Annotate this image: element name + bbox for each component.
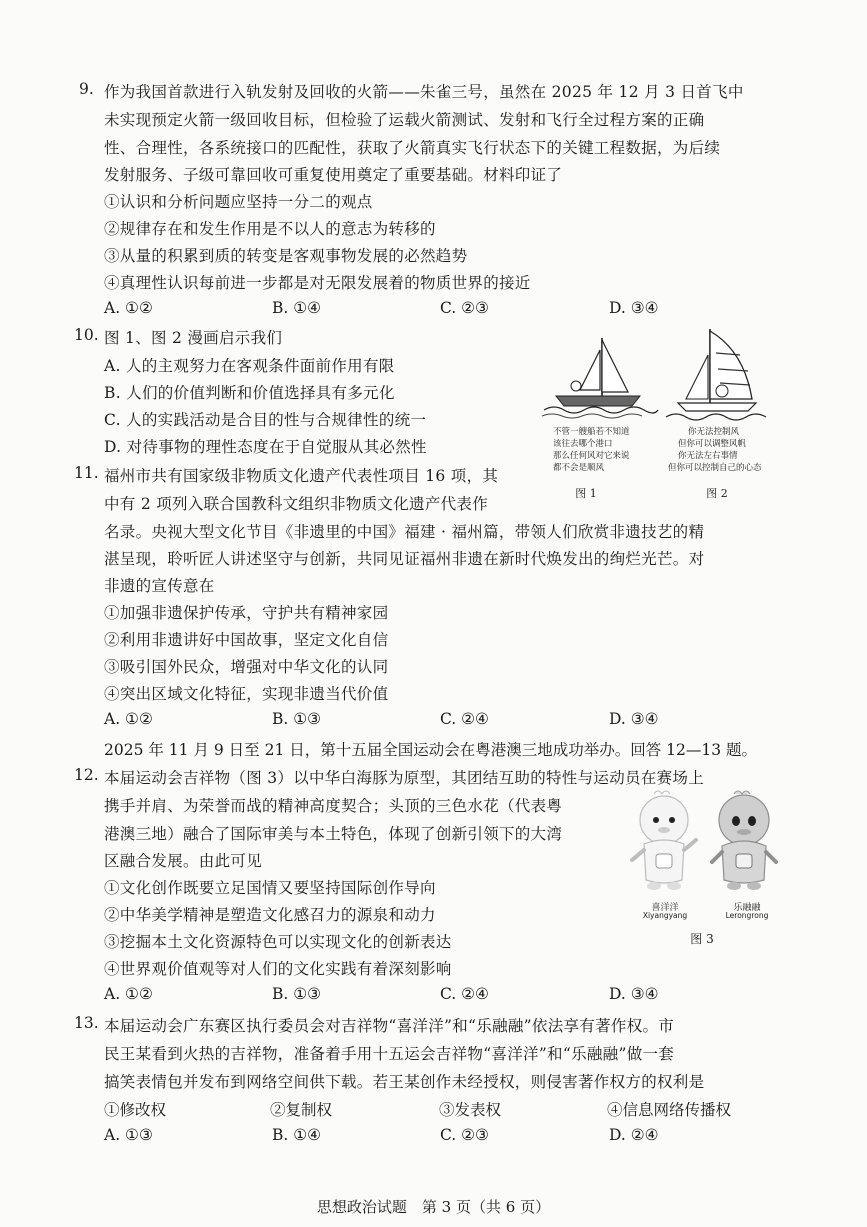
q11-number: 11. <box>74 464 99 482</box>
q9-stem-line: 未实现预定火箭一级回收目标，但检验了运载火箭测试、发射和飞行全过程方案的正确 <box>104 111 705 129</box>
q13-stem-line: 民王某看到火热的吉祥物，准备着手用十五运会吉祥物“喜洋洋”和“乐融融”做一套 <box>104 1045 675 1063</box>
q11-statement: ①加强非遗保护传承，守护共有精神家园 <box>104 604 389 622</box>
q13-option-d[interactable]: D. ②④ <box>609 1126 659 1144</box>
q11-option-b[interactable]: B. ①③ <box>272 710 322 728</box>
q9-option-a[interactable]: A. ①② <box>104 299 153 317</box>
page-footer: 思想政治试题 第 3 页（共 6 页） <box>316 1198 551 1216</box>
q12-statement: ③挖掘本土文化资源特色可以实现文化的创新表达 <box>104 933 452 951</box>
q9-stem-line: 发射服务、子级可靠回收可重复使用奠定了重要基础。材料印证了 <box>104 166 563 184</box>
figure3-caption: 图 3 <box>690 932 714 946</box>
q11-stem-line: 福州市共有国家级非物质文化遗产代表性项目 16 项，其 <box>104 467 499 485</box>
q12-option-c[interactable]: C. ②④ <box>440 985 489 1003</box>
q13-right: ②复制权 <box>270 1101 333 1119</box>
q12-option-a[interactable]: A. ①② <box>104 985 153 1003</box>
q12-stem-line: 区融合发展。由此可见 <box>104 852 263 870</box>
q9-statement: ④真理性认识每前进一步都是对无限发展着的物质世界的接近 <box>104 274 531 292</box>
figure2-caption: 图 2 <box>706 487 728 500</box>
q11-stem-line: 中有 2 项列入联合国教科文组织非物质文化遗产代表作 <box>104 495 489 513</box>
q9-option-d[interactable]: D. ③④ <box>609 299 659 317</box>
figure1-caption: 图 1 <box>575 487 597 500</box>
q10-option-c[interactable]: C. 人的实践活动是合目的性与合规律性的统一 <box>104 411 427 429</box>
q9-number: 9. <box>79 80 94 98</box>
q11-statement: ②利用非遗讲好中国故事，坚定文化自信 <box>104 631 389 649</box>
q11-option-a[interactable]: A. ①② <box>104 710 153 728</box>
q12-option-d[interactable]: D. ③④ <box>609 985 659 1003</box>
q13-option-a[interactable]: A. ①③ <box>104 1126 153 1144</box>
q13-number: 13. <box>74 1014 99 1032</box>
q11-statement: ③吸引国外民众，增强对中华文化的认同 <box>104 658 389 676</box>
q13-stem-line: 本届运动会广东赛区执行委员会对吉祥物“喜洋洋”和“乐融融”依法享有著作权。市 <box>104 1017 675 1035</box>
q10-option-a[interactable]: A. 人的主观努力在客观条件面前作用有限 <box>104 357 395 375</box>
q12-statement: ②中华美学精神是塑造文化感召力的源泉和动力 <box>104 906 436 924</box>
q11-statement: ④突出区域文化特征，实现非遗当代价值 <box>104 685 389 703</box>
q11-option-d[interactable]: D. ③④ <box>609 710 659 728</box>
q12-number: 12. <box>74 766 99 784</box>
mascot1-name-cn: 喜洋洋 <box>651 903 679 913</box>
group-intro-12-13: 2025 年 11 月 9 日至 21 日，第十五届全国运动会在粤港澳三地成功举办。回答 12—13 题。 <box>104 741 758 759</box>
q9-statement: ①认识和分析问题应坚持一分二的观点 <box>104 193 373 211</box>
q9-statement: ②规律存在和发生作用是不以人的意志为转移的 <box>104 220 436 238</box>
q11-stem-line: 湛呈现，聆听匠人讲述坚守与创新，共同见证福州非遗在新时代焕发出的绚烂光芒。对 <box>104 550 705 568</box>
q10-option-b[interactable]: B. 人们的价值判断和价值选择具有多元化 <box>104 384 395 402</box>
figure1-text: 不管一艘船若不知道 该往去哪个港口 那么任何风对它来说 都不会是顺风 <box>553 427 630 473</box>
q9-option-b[interactable]: B. ①④ <box>272 299 322 317</box>
q12-statement: ①文化创作既要立足国情又要坚持国际创作导向 <box>104 879 436 897</box>
q10-option-d[interactable]: D. 对待事物的理性态度在于自觉服从其必然性 <box>104 438 427 456</box>
q12-statement: ④世界观价值观等对人们的文化实践有着深刻影响 <box>104 960 452 978</box>
q9-option-c[interactable]: C. ②③ <box>440 299 489 317</box>
q10-stem: 图 1、图 2 漫画启示我们 <box>104 329 283 347</box>
q12-stem-line: 本届运动会吉祥物（图 3）以中华白海豚为原型，其团结互助的特性与运动员在赛场上 <box>104 769 704 787</box>
q13-right: ③发表权 <box>439 1101 502 1119</box>
q10-number: 10. <box>74 326 99 344</box>
mascot2-name-cn: 乐融融 <box>733 903 761 913</box>
figure2-sailboat-illustration <box>660 325 780 425</box>
mascot1-name-pinyin: Xiyangyang <box>642 911 688 920</box>
figure3-mascots-illustration <box>630 790 780 900</box>
q12-stem-line: 携手并肩、为荣誉而战的精神高度契合；头顶的三色水花（代表粤 <box>104 797 563 815</box>
q12-option-b[interactable]: B. ①③ <box>272 985 322 1003</box>
q9-stem-line: 作为我国首款进行入轨发射及回收的火箭——朱雀三号，虽然在 2025 年 12 月 3 日首飞中 <box>104 83 744 101</box>
figure1-sailboat-illustration <box>540 330 660 422</box>
q11-stem-line: 名录。央视大型文化节目《非遗里的中国》福建 · 福州篇，带领人们欣赏非遗技艺的精 <box>104 523 705 541</box>
q11-stem-line: 非遗的宣传意在 <box>104 577 215 595</box>
q11-option-c[interactable]: C. ②④ <box>440 710 489 728</box>
q13-stem-line: 搞笑表情包并发布到网络空间供下载。若王某创作未经授权，则侵害著作权方的权利是 <box>104 1073 705 1091</box>
q9-stem-line: 性、合理性，各系统接口的匹配性，获取了火箭真实飞行状态下的关键工程数据，为后续 <box>104 139 721 157</box>
q9-statement: ③从量的积累到质的转变是客观事物发展的必然趋势 <box>104 247 468 265</box>
figure2-text: 你无法控制风 但你可以调整风帆 你无法左右事情 但你可以控制自己的心态 <box>668 427 762 473</box>
q13-option-b[interactable]: B. ①④ <box>272 1126 322 1144</box>
mascot2-name-pinyin: Lerongrong <box>725 911 769 920</box>
q13-right: ④信息网络传播权 <box>607 1101 732 1119</box>
q12-stem-line: 港澳三地）融合了国际审美与本土特色，体现了创新引领下的大湾 <box>104 825 563 843</box>
q13-option-c[interactable]: C. ②③ <box>440 1126 489 1144</box>
q13-right: ①修改权 <box>104 1101 167 1119</box>
